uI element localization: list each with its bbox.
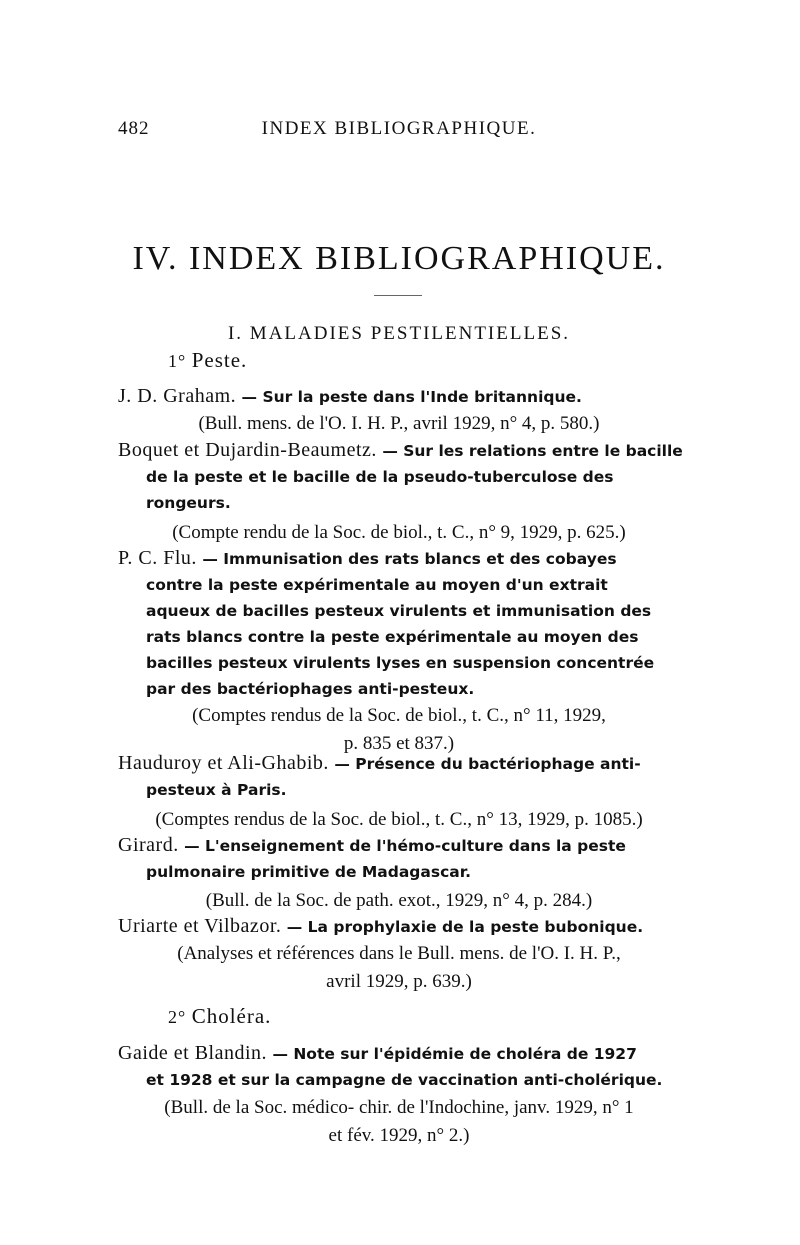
page-title: IV. INDEX BIBLIOGRAPHIQUE.	[132, 240, 666, 277]
subsection-label: Choléra.	[191, 1004, 272, 1028]
title-rule	[374, 295, 422, 296]
entry-title: — La prophylaxie de la peste bubonique.	[286, 918, 644, 936]
entry-author: Boquet et Dujardin-Beaumetz.	[118, 439, 377, 461]
entry-source: (Bull. de la Soc. de path. exot., 1929, n° 4, p. 284.)	[205, 890, 593, 911]
entry-title-line: par des bactériophages anti-pesteux.	[146, 680, 475, 698]
entry-source: et fév. 1929, n° 2.)	[328, 1125, 470, 1146]
entry-author: Gaide et Blandin.	[118, 1042, 268, 1064]
entry-source: p. 835 et 837.)	[343, 733, 455, 754]
subsection-number: 2°	[168, 1007, 187, 1027]
entry-title-line: rats blancs contre la peste expérimentale au moyen des	[146, 628, 639, 646]
entry-line	[118, 750, 680, 777]
entry-title-line: de la peste et le bacille de la pseudo-tuberculose des	[146, 468, 614, 486]
entry-line	[118, 1040, 680, 1067]
subsection-cholera	[168, 1004, 271, 1029]
entry-title: — Note sur l'épidémie de choléra de 1927	[272, 1045, 637, 1063]
entry-author: Hauduroy et Ali-Ghabib.	[118, 752, 329, 774]
entry-title: — L'enseignement de l'hémo-culture dans la peste	[184, 837, 626, 855]
entry-title-line: contre la peste expérimentale au moyen d'un extrait	[146, 576, 608, 594]
entry-author: Uriarte et Vilbazor.	[118, 915, 282, 937]
entry-source: (Bull. mens. de l'O. I. H. P., avril 1929, n° 4, p. 580.)	[198, 413, 600, 434]
entry-author: P. C. Flu.	[118, 547, 197, 569]
entry-line	[118, 383, 680, 410]
entry-source: (Compte rendu de la Soc. de biol., t. C., n° 9, 1929, p. 625.)	[172, 522, 626, 543]
entry-title-line: pulmonaire primitive de Madagascar.	[146, 863, 472, 881]
entry-line	[118, 832, 680, 859]
running-title: INDEX BIBLIOGRAPHIQUE.	[261, 118, 537, 139]
entry-line	[118, 545, 680, 572]
bibliography-entry	[118, 545, 680, 758]
entry-title-line: aqueux de bacilles pesteux virulents et immunisation des	[146, 602, 652, 620]
bibliography-entry	[118, 832, 680, 915]
entry-title-line: rongeurs.	[146, 494, 231, 512]
entry-source: (Comptes rendus de la Soc. de biol., t. C., n° 11, 1929,	[192, 705, 606, 726]
entry-author: J. D. Graham.	[118, 385, 237, 407]
entry-title-line: bacilles pesteux virulents lyses en suspension concentrée	[146, 654, 655, 672]
entry-title: — Sur les relations entre le bacille	[382, 442, 683, 460]
entry-line	[118, 437, 683, 464]
section-heading: I. MALADIES PESTILENTIELLES.	[227, 323, 571, 344]
entry-source: (Bull. de la Soc. médico- chir. de l'Indochine, janv. 1929, n° 1	[164, 1097, 634, 1118]
bibliography-entry	[118, 1040, 680, 1150]
entry-title: — Sur la peste dans l'Inde britannique.	[241, 388, 582, 406]
bibliography-entry	[118, 437, 683, 547]
subsection-number: 1°	[168, 351, 187, 371]
entry-title-line: et 1928 et sur la campagne de vaccination anti-cholérique.	[146, 1071, 663, 1089]
bibliography-entry	[118, 383, 680, 438]
entry-title: — Présence du bactériophage anti-	[334, 755, 641, 773]
entry-source: (Analyses et références dans le Bull. mens. de l'O. I. H. P.,	[177, 943, 621, 964]
entry-title-line: pesteux à Paris.	[146, 781, 287, 799]
bibliography-entry	[118, 913, 680, 996]
bibliography-entry	[118, 750, 680, 834]
entry-line	[118, 913, 680, 940]
entry-title: — Immunisation des rats blancs et des cobayes	[202, 550, 617, 568]
running-head	[118, 118, 680, 142]
subsection-peste	[168, 348, 247, 373]
entry-source: (Comptes rendus de la Soc. de biol., t. C., n° 13, 1929, p. 1085.)	[155, 809, 643, 830]
subsection-label: Peste.	[191, 348, 248, 372]
entry-source: avril 1929, p. 639.)	[326, 971, 472, 992]
entry-author: Girard.	[118, 834, 179, 856]
page-number: 482	[118, 118, 150, 139]
